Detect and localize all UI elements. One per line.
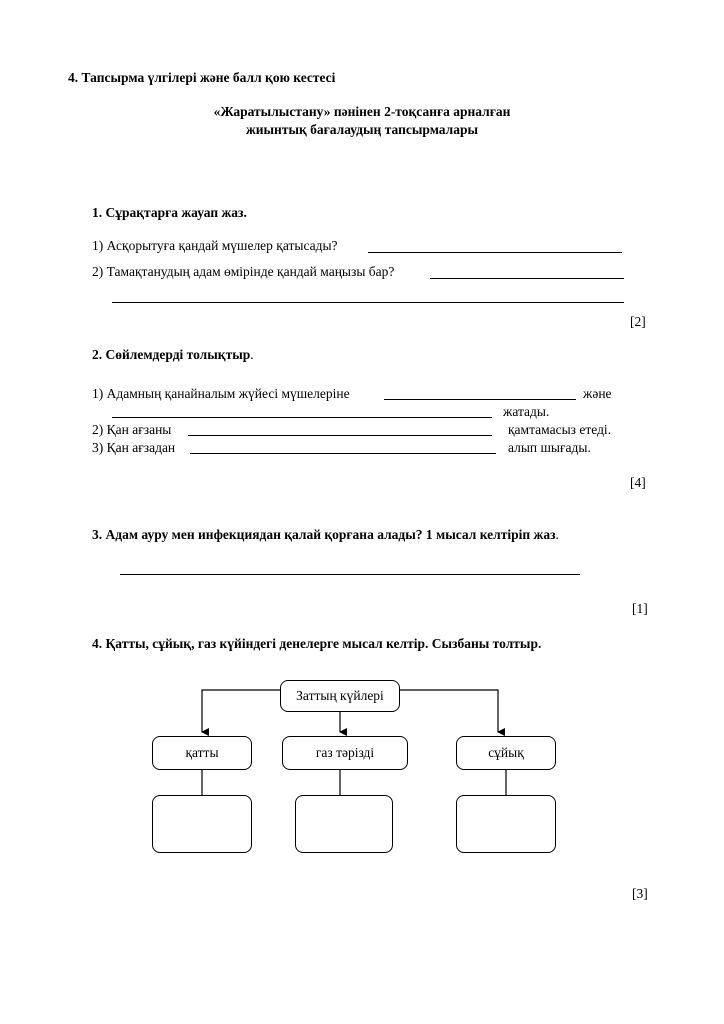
task2-sentence-1-end: жатады. [503,404,550,419]
diagram-root-box [280,680,400,712]
subtitle-line-1: «Жаратылыстану» пәнінен 2-тоқсанға арналған [213,104,511,119]
task1-question-2: 2) Тамақтанудың адам өмірінде қандай маңызы бар? [92,264,395,279]
task2-sentence-3-end: алып шығады. [508,440,591,455]
task2-heading-period: . [250,347,254,362]
task3-heading-period: . [555,527,559,542]
state-box-gas [282,736,408,770]
state-box-solid [152,736,252,770]
answer-box-liquid[interactable] [456,795,556,853]
arrow-to-liquid [400,690,498,732]
task2-score: [4] [630,475,646,490]
task4-score: [3] [632,886,648,901]
task2-sentence-1-and: және [583,386,612,401]
answer-box-gas[interactable] [295,795,393,853]
state-box-liquid [456,736,556,770]
task1-score: [2] [630,314,646,329]
task3-score: [1] [632,601,648,616]
task2-sentence-3-start: 3) Қан ағзадан [92,440,176,455]
task4-heading: 4. Қатты, сұйық, газ күйіндегі денелерге мысал келтір. Сызбаны толтыр. [92,636,542,651]
task2-sentence-2-end: қамтамасыз етеді. [508,422,612,437]
state-label-liquid: сұйық [488,745,524,760]
section-title: 4. Тапсырма үлгілері және балл қою кестесі [68,70,336,85]
task1-question-1: 1) Асқорытуға қандай мүшелер қатысады? [92,238,338,253]
task2-heading: 2. Сөйлемдерді толықтыр [92,347,251,362]
task1-heading: 1. Сұрақтарға жауап жаз. [92,205,247,220]
task2-sentence-1-start: 1) Адамның қанайналым жүйесі мүшелеріне [92,386,350,401]
arrow-to-solid [202,690,280,732]
state-label-solid: қатты [185,745,219,760]
answer-box-solid[interactable] [152,795,252,853]
diagram-root-label: Заттың күйлері [296,688,384,703]
state-label-gas: газ тәрізді [315,745,375,760]
task2-sentence-2-start: 2) Қан ағзаны [92,422,172,437]
task3-heading: 3. Адам ауру мен инфекциядан қалай қорғана алады? 1 мысал келтіріп жаз [92,527,556,542]
subtitle-line-2: жиынтық бағалаудың тапсырмалары [245,122,479,137]
